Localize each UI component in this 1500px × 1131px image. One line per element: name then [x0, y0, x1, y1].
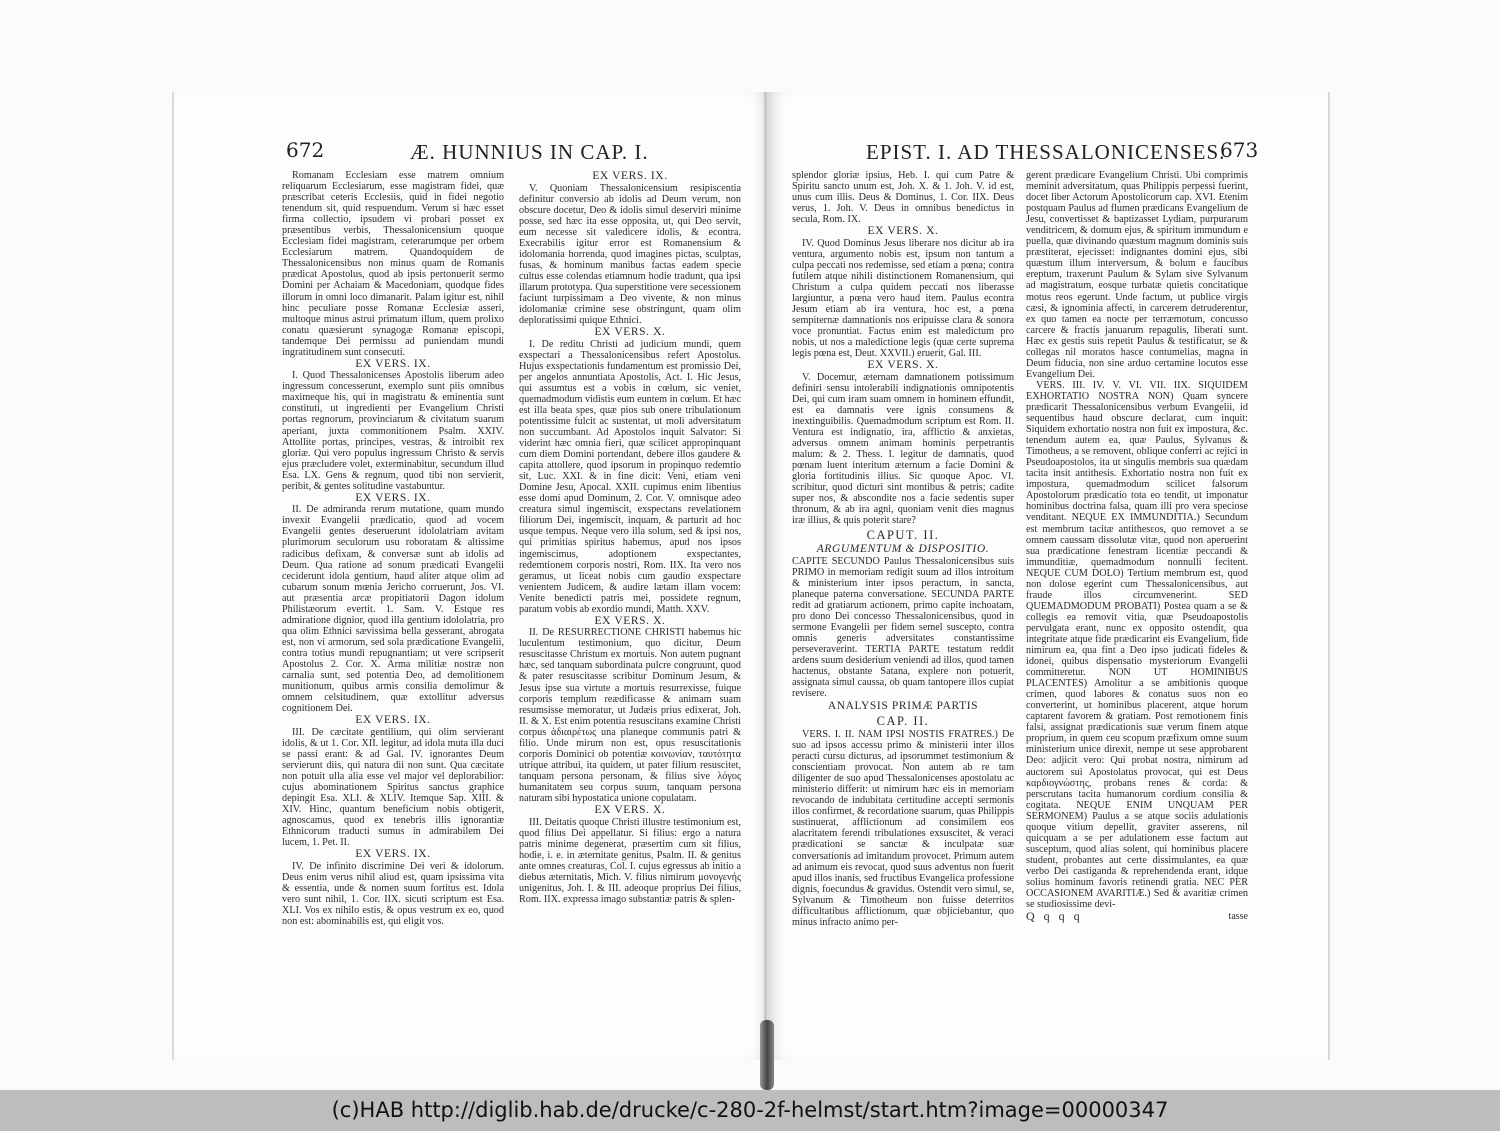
right-page-number: 673 — [1220, 138, 1259, 162]
verse-heading: ANALYSIS PRIMÆ PARTIS — [827, 699, 979, 712]
paragraph: Romanam Ecclesiam esse matrem omnium reliquarum Ecclesiarum, esse magistram fidei, quæ præscribat ceteris Ecclesiis, quid in fidei negotio tenendum sit, quid respuendum. Verum si hæc esset firma collectio, ipsudem vi probari posset ex præsentibus verbis, Thessalonicensium quoque Ecclesiam fidei magistram, ceterarumque per orbem Ecclesiarum matrem. Quandoquidem de Thessalonicensibus non minus quam de Romanis prædicat Apostolus, quod ab ipsis pertonuerit sermo Domini per Achaiam & Macedoniam, quodque fides illorum in omni loco dimanarit. Palam igitur est, nihil hinc peculiare posse Romanæ Ecclesiæ asseri, multoque minus astrui primatum illum, quem prolixo conatu quæsierunt synagogæ Romanæ episcopi, tandemque Dei permissu ad puniendam mundi ingratitudinem sunt consecuti. — [282, 170, 504, 358]
right-running-head: EPIST. I. AD THESSALONICENSES. — [866, 140, 1226, 164]
gutter — [764, 92, 767, 1022]
paragraph: II. De admiranda rerum mutatione, quam mundo invexit Evangelii prædicatio, quod ad vocem Evangelii gentes deseruerunt idololatriam avitam plurimorum seculorum usu roboratam & altissime radicibus defixam, & conversæ sunt ab idolis ad Deum. Qua ratione ad sonum prædicati Evangelii ceciderunt idola gentium, haud aliter atque olim ad cubarum sonum mœnia Jericho corruerunt, Jos. VI. aut præsentia arcæ propitiatorii Dagon idolum Philistæorum evertit. 1. Sam. V. Estque res admiratione dignior, quod illa gentium idololatria, pro qua olim Ethnici sævissima bella gesserant, abrogata est, non vi armorum, sed sola prædicatione Evangelii, contra totius mundi repugnantiam; ut vere scripserit Apostolus 2. Cor. X. Arma militiæ nostræ non carnalia sunt, sed potentia Deo, ad demolitionem munitionum, quibus armis consilia demolimur & omnem celsitudinem, quæ extollitur adversus cognitionem Dei. — [282, 504, 504, 715]
paragraph: gerent prædicare Evangelium Christi. Ubi comprimis meminit adversitatum, quas Philippis perpessi fuerint, docet liber Actorum Apostolicorum cap. XVI. Etenim postquam Paulus ad flumen prædicans Evangelium de Jesu, convertisset & baptizasset Lydiam, purpurarum venditricem, & domum ejus, & spiritum immundum e puella, quæ divinando quæstum magnum dominis suis præstiterat, ejecisset: indignantes domini ejus, sibi quæstum illum interversum, & bolum e faucibus ereptum, traxerunt Paulum & Sylam sive Sylvanum ad magistratum, eosque turbatæ quietis concitatique motus reos egerunt. Unde factum, ut publice virgis cæsi, & ignominia affecti, in carcerem detruderentur, ex quo tamen ea nocte per terræmotum, concusso carcere & fractis januarum repagulis, liberati sunt. Hæc ex gestis suis repetit Paulus & testificatur, se & collegas nil moratos hasce contumelias, magna in Deum fiducia, non sine arduo certamine locutos esse Evangelium Dei. — [1026, 170, 1248, 380]
section-heading: ARGUMENTUM & DISPOSITIO. — [816, 543, 990, 556]
paragraph: III. De cæcitate gentilium, qui olim servierant idolis, & ut 1. Cor. XII. legitur, ad idola muta illa duci se passi erant: & ad Gal. IV. ignorantes Deum servierunt diis, qui natura dii non sunt. Qua cæcitate non potuit ulla alia esse vel major vel deplorabilior: cujus abominationem Spiritus sanctus graphice depingit Esa. XLI. & XLIV. Itemque Sap. XIII. & XIV. Hinc, quantum beneficium nobis obtigerit, agnoscamus, quod ex tenebris illis ignorantiæ Ethnicorum traducti sumus in admirabilem Dei lucem, 1. Pet. II. — [282, 726, 504, 849]
paragraph: IV. Quod Dominus Jesus liberare nos dicitur ab ira ventura, argumento nobis est, ipsum non tantum a culpa peccati nos redemisse, sed etiam a pœna; contra futilem atque nihili distinctionem Romanensium, qui Christum a culpa quidem peccati nos liberasse largiuntur, a pœna vero haud item. Paulus econtra Jesum etiam ab ira ventura, hoc est, a pœna sempiternæ damnationis nos eripuisse clara & sonora voce pronuntiat. Factus enim est maledictum pro nobis, ut nos a maledictione legis (quæ certe suprema legis pœna est, Deut. XXVII.) eruerit, Gal. III. — [792, 237, 1014, 360]
right-page — [768, 92, 1330, 1060]
chapter-heading: CAPUT. II. — [866, 528, 940, 543]
paragraph: V. Quoniam Thessalonicensium resipiscentia definitur conversio ab idolis ad Deum verum, non obscure docetur, Deo & idolis simul deserviri minime posse, sed hæc ita esse opposita, ut, qui Deo servit, eum necesse sit valedicere idolis, & econtra. Execrabilis igitur error est Romanensium & idolomania horrenda, quod imagines pictas, sculptas, fusas, & hominum manibus factas eadem specie cultus esse colendas etiamnum hodie tradunt, qua ipsi illarum prototypa. Qua superstitione vere secessionem faciunt turpissimam a Deo vivente, & non minus idolomaniæ crimine sese obstringunt, quam olim deploratissimi quique Ethnici. — [519, 182, 741, 327]
paragraph: V. Docemur, æternam damnationem potissimum definiri sensu intolerabili indignationis omnipotentis Dei, qui cum iram suam omnem in hominem effundit, est ea damnatis vere ignis consumens & inextinguibilis. Quemadmodum scriptum est Rom. II. Ventura est indignatio, ira, afflictio & anxietas, adversus omnem animam hominis perpetrantis malum: & 2. Thess. I. legitur de damnatis, quod pœnam luent interitum æternum a facie Domini & gloria fortitudinis illius. Sic quoque Apoc. VI. scribitur, quod dicturi sint montibus & petris; cadite super nos, & abscondite nos a facie sedentis super thronum, & ab ira agni, quoniam venit dies magnus iræ illius, & quis poterit stare? — [792, 371, 1014, 527]
copyright-footer: (c)HAB http://diglib.hab.de/drucke/c-280-2f-helmst/start.htm?image=00000347 — [0, 1090, 1500, 1131]
left-column-1 — [282, 170, 504, 1050]
verse-heading: EX VERS. IX. — [355, 491, 431, 504]
verse-heading: EX VERS. X. — [594, 614, 666, 627]
signature-mark: Q q q q — [1026, 909, 1083, 924]
paragraph: IV. De infinito discrimine Dei veri & idolorum. Deus enim verus nihil aliud est, quam ipsissima vita & essentia, unde & nomen suum fortitus est. Idola vero sunt nihil, 1. Cor. IIX. sicuti scriptum est Esa. XLI. Vos ex nihilo estis, & opus vestrum ex eo, quod non est: abominabilis est, qui eligit vos. — [282, 860, 504, 927]
paragraph: III. Deitatis quoque Christi illustre testimonium est, quod filius Dei appellatur. Si filius: ergo a natura patris minime degenerat, præsertim cum sit filius, hodie, i. e. in æternitate genitus, Psalm. II. & genitus ante omnes creaturas, Col. I. cujus egressus ab initio a diebus æternitatis, Mich. V. filius nimirum μονογενής unigenitus, Joh. I. & III. adeoque proprius Dei filius, Rom. IIX. expressa imago substantiæ patris & splen- — [519, 816, 741, 905]
paragraph: VERS. III. IV. V. VI. VII. IIX. SIQUIDEM EXHORTATIO NOSTRA NON) Quam syncere prædicarit Thessalonicensibus verbum Evangelii, id sequentibus haud obscure declarat, cum inquit: Siquidem exhortatio nostra non fuit ex impostura, &c. tenendum autem ea, quæ Paulus, Sylvanus & Timotheus, a se removent, oblique conferri ac rejici in Pseudoapostolos, ita ut singulis membris sua quædam tacita insit antithesis. Exhortatio nostra non fuit ex impostura, quemadmodum scilicet falsorum Apostolorum prædicatio tota eo tendit, ut imponatur hominibus doctrina falsa, quam illi pro vera speciose venditant. NEQUE EX IMMUNDITIA.) Secundum est membrum tacitæ antithesεos, quo removet a se omnem caussam dissolutæ vitæ, quod non aperuerint sua prædicatione fenestram licentiæ peccandi & immunditiæ, quemadmodum nonnulli fecitent. NEQUE CUM DOLO) Tertium membrum est, quod non dolose egerint cum Thessalonicensibus, aut fraude illos circumvenerint. SED QUEMADMODUM PROBATI) Postea quam a se & collegis ea removit vitia, quæ Pseudoapostolis pervulgata erant, nunc ex opposito ostendit, qua integritate atque fide prædicarint eis Evangelium, fide nimirum ea, qua fint a Deo ipso judicati fideles & idonei, quibus dispensatio mysteriorum Evangelii committeretur. NON UT HOMINIBUS PLACENTES) Amolitur a se ambitionis quoque crimen, quod labores & conatus suos non eo converterint, ut hominibus placerent, atque horum captarent favorem & gratiam. Post remotionem finis falsi, assignat prædicationis suæ verum finem atque proprium, in quem ceu scopum præfixum omne suum ministerium unice direxit, nempe ut sese approbarent Deo: adjicit vero: Qui probat nostra, nimirum ad auctorem sui Apostolatus provocat, qui est Deus καρδιογνώστης, probans renes & corda: & perscrutans tacita humanorum cordium consilia & cogitata. NEQUE ENIM UNQUAM PER SERMONEM) Paulus a se atque sociis adulationis quoque vitium depellit, graviter asserens, nil quicquam a se per adulationem esse factum aut susceptum, quod alias solent, qui hominibus placere student, probantes aut certe dissimulantes, ea quæ verbo Dei castiganda & reprehendenda erant, idque solius hominum favoris retinendi gratia. NEC PER OCCASIONEM AVARITIÆ.) Sed & avaritiæ crimen se studiosissime devi- — [1026, 379, 1248, 911]
paragraph: VERS. I. II. NAM IPSI NOSTIS FRATRES.) De suo ad ipsos accessu primo & ministerii inter illos peracti cursu dicturus, ad ipsorummet testimonium & conscientiam provocat. Non autem ab re tam diligenter de suo apud Thessalonicenses apostolatu ac ministerio differit: ut nimirum hæc eis in memoriam revocando de indubitata certitudine accepti sermonis illos confirmet, & recordatione suarum, quas Philippis sustinuerat, afflictionum ad consimilem eos alacritatem ferendi tribulationes exsuscitet, & veraci prædicationi se sanctæ & inculpatæ suæ conversationis ad imitandum provocet. Primum autem ad animum eis revocat, quod suus adventus non fuerit apud illos inanis, sed fructibus Evangelica professione dignis, foecundus & gravidus. Ostendit vero simul, se, Sylvanum & Timotheum non fuisse deterritos difficultatibus afflictionum, quæ objiciebantur, quo minus infracto animo per- — [792, 729, 1014, 928]
paragraph: II. De RESURRECTIONE CHRISTI habemus hic luculentum testimonium, quo dicitur, Deum resuscitasse Christum ex mortuis. Non autem pugnant hæc, sed tanquam subordinata pulcre congruunt, quod & pater resuscitasse scribitur Dominum Jesum, & Jesus ipse sua virtute a mortuis resurrexisse, fuique corporis templum reædificasse & animam suam resumsisse memoratur, ut Judæis prius edixerat, Joh. II. & X. Est enim potentia resuscitans examine Christi corpus ἀδιαιρέτως una planeque communis patri & filio. Unde mirum non est, opus resuscitationis corporis Dominici ob potentiæ κοινωνίαν, ταυτότητα utrique attribui, ita quidem, ut pater filium resuscitet, tanquam persona personam, & filius sive λόγος humanitatem seu corpus suum, tanquam persona naturam sibi hypostatica unione copulatam. — [519, 627, 741, 804]
paragraph: I. De reditu Christi ad judicium mundi, quem exspectari a Thessalonicensibus refert Apostolus. Hujus exspectationis fundamentum est promissio Dei, per angelos annuntiata Apostolis, Act. I. Hic Jesus, qui assumtus est a vobis in cœlum, sic veniet, quemadmodum vidistis eum euntem in cœlum. Et hæc est illa beata spes, quæ pios sub onere tribulationum potentissime fulcit ac sustentat, ut moli adversitatum non succumbant. Ad Apostolos inquit Salvator: Si viderint hæc omnia fieri, quæ scilicet appropinquant cum diem Domini portendant, debere illos gaudere & capita attollere, quod ipsorum in propinquo redemtio sit, Luc. XXI. & in fine dicit: Veni, etiam veni Domine Jesu, Apocal. XXII. cupimus enim libentius esse domi apud Dominum, 2. Cor. V. omnisque adeo creatura simul ingemiscit, exspectans revelationem filiorum Dei, ingemiscit, inquam, & parturit ad hoc usque tempus. Neque vero illa solum, sed & ipsi nos, qui primitias spiritus habemus, apud nos ipsos ingemiscimus, adoptionem exspectantes, redemtionem corporis nostri, Rom. IIX. Ita vero nos geramus, ut liceat nobis cum gaudio exspectare venientem Judicem, & audire lætam illam vocem: Venite benedicti patris mei, possidete regnum, paratum vobis ab exordio mundi, Matth. XXV. — [519, 338, 741, 615]
verse-heading: EX VERS. IX. — [355, 848, 431, 861]
verse-heading: EX VERS. X. — [867, 359, 939, 372]
verse-heading: EX VERS. X. — [594, 326, 666, 339]
left-page-number: 672 — [286, 138, 325, 162]
signature-line — [1026, 911, 1248, 922]
right-column-1 — [792, 170, 1014, 1050]
catchword: tasse — [1228, 911, 1248, 923]
verse-heading: EX VERS. IX. — [592, 170, 668, 182]
verse-heading: EX VERS. X. — [867, 225, 939, 238]
left-page — [172, 92, 769, 1060]
verse-heading: EX VERS. IX. — [355, 357, 431, 370]
verse-heading: EX VERS. X. — [594, 804, 666, 817]
paragraph: splendor gloriæ ipsius, Heb. I. qui cum Patre & Spiritu sancto unum est, Joh. X. & 1. Joh. V. id est, unus cum illis. Deus & Dominus, 1. Cor. IIX. Deus verus, 1. Joh. V. Deus in omnibus benedictus in secula, Rom. IX. — [792, 170, 1014, 226]
right-column-2 — [1026, 170, 1248, 1050]
book-spine — [760, 1020, 774, 1090]
paragraph: CAPITE SECUNDO Paulus Thessalonicensibus suis PRIMO in memoriam redigit suum ad illos introitum & ministerium inter ipsos peractum, in sancta, planeque paterna conversatione. SECUNDA PARTE redit ad gratiarum actionem, primo capite inchoatam, pro dono Dei concesso Thessalonicensibus, quod in sermone Evangelii per fidem semel suscepto, contra omnis generis adversitates constantissime perseveraverint. TERTIA PARTE testatum reddit ardens suum desiderium veniendi ad illos, quod tamen hactenus, obstante Satana, explere non potuerit, assignata simul caussa, ob quam tantopere illos cupiat revisere. — [792, 555, 1014, 700]
left-running-head: Æ. HUNNIUS IN CAP. I. — [410, 140, 649, 164]
left-column-2 — [519, 170, 741, 1050]
chapter-heading: CAP. II. — [876, 714, 930, 729]
paragraph: I. Quod Thessalonicenses Apostolis liberum adeo ingressum concesserunt, exemplo sunt piis omnibus maximeque his, qui in magistratu & eminentia sunt constituti, ut ingredienti per Evangelium Christi portas regnorum, provinciarum & civitatum suarum aperiant, juxta commonitionem Psalm. XXIV. Attollite portas, principes, vestras, & introibit rex gloriæ. Qui vero populus ingressum Christo & servis ejus præcludere volet, exterminabitur, secundum illud Esa. LX. Gens & regnum, quod tibi non servierit, peribit, & gentes solitudine vastabuntur. — [282, 370, 504, 492]
verse-heading: EX VERS. IX. — [355, 714, 431, 727]
